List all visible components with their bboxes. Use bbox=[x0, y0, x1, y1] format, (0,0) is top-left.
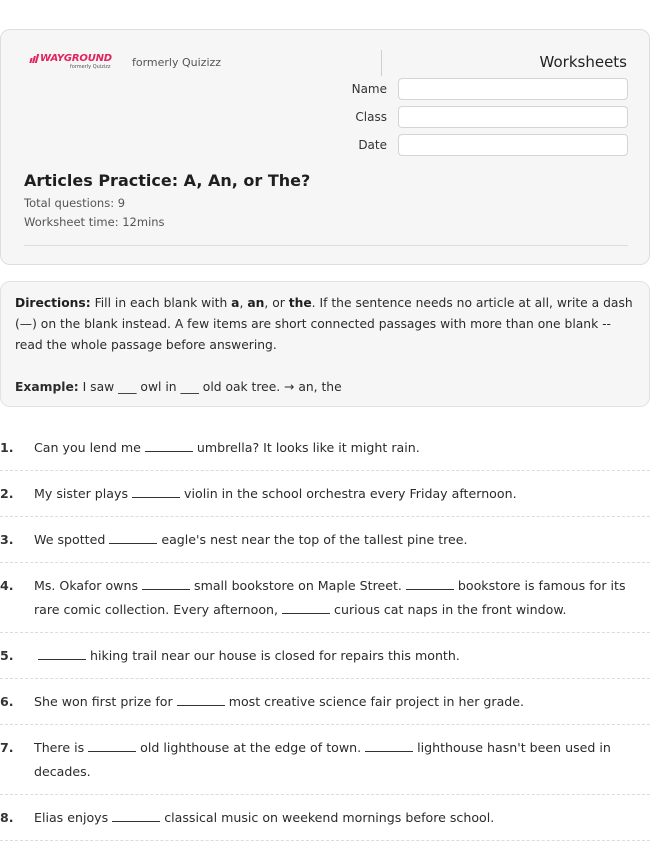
question-text: There is bbox=[34, 740, 85, 755]
question-number: 3. bbox=[0, 532, 14, 547]
class-label: Class bbox=[355, 110, 387, 124]
option-an: an bbox=[247, 296, 265, 310]
name-label: Name bbox=[351, 82, 387, 96]
answer-blank[interactable] bbox=[109, 530, 157, 544]
question-number: 6. bbox=[0, 694, 14, 709]
answer-blank[interactable] bbox=[365, 738, 413, 752]
date-label: Date bbox=[358, 138, 387, 152]
directions-sep: , or bbox=[264, 296, 289, 310]
question-text: Elias enjoys bbox=[34, 810, 109, 825]
question-number: 2. bbox=[0, 486, 14, 501]
directions-part: Fill in each blank with bbox=[90, 296, 232, 310]
question-text: small bookstore on Maple Street. bbox=[194, 578, 402, 593]
directions-sep: , bbox=[239, 296, 248, 310]
answer-blank[interactable] bbox=[177, 692, 225, 706]
directions-box bbox=[0, 281, 650, 407]
answer-blank[interactable] bbox=[282, 600, 330, 614]
example-line bbox=[15, 377, 635, 398]
total-questions: Total questions: 9 bbox=[24, 196, 126, 210]
formerly-quizizz-label: formerly Quizizz bbox=[132, 56, 222, 69]
answer-blank[interactable] bbox=[132, 484, 180, 498]
name-field[interactable] bbox=[398, 78, 628, 100]
question-text: She won first prize for bbox=[34, 694, 173, 709]
date-field[interactable] bbox=[398, 134, 628, 156]
answer-blank[interactable] bbox=[112, 808, 160, 822]
question-item bbox=[0, 795, 650, 841]
question-number: 8. bbox=[0, 810, 14, 825]
question-text: Ms. Okafor owns bbox=[34, 578, 139, 593]
option-a: a bbox=[231, 296, 240, 310]
example-text: I saw ___ owl in ___ old oak tree. → an, the bbox=[78, 380, 342, 394]
question-item bbox=[0, 679, 650, 725]
answer-blank[interactable] bbox=[145, 438, 193, 452]
question-text: umbrella? It looks like it might rain. bbox=[196, 440, 420, 455]
directions-part: . If the sentence needs no article at all, write a dash (—) on the blank instead. A few items are short connected passages with more than one blank -- read the whole passage before answering. bbox=[15, 296, 633, 352]
class-field[interactable] bbox=[398, 106, 628, 128]
question-text: We spotted bbox=[34, 532, 106, 547]
question-number: 5. bbox=[0, 648, 14, 663]
question-item bbox=[0, 471, 650, 517]
question-number: 4. bbox=[0, 578, 14, 593]
question-number: 1. bbox=[0, 440, 14, 455]
example-label: Example: bbox=[15, 380, 79, 394]
question-item bbox=[0, 563, 650, 633]
answer-blank[interactable] bbox=[88, 738, 136, 752]
answer-blank[interactable] bbox=[406, 576, 454, 590]
question-text: violin in the school orchestra every Friday afternoon. bbox=[184, 486, 517, 501]
question-item bbox=[0, 725, 650, 795]
answer-blank[interactable] bbox=[142, 576, 190, 590]
question-number: 7. bbox=[0, 740, 14, 755]
wayground-logo bbox=[30, 53, 112, 70]
section-title: Worksheets bbox=[539, 53, 627, 71]
question-text: hiking trail near our house is closed for repairs this month. bbox=[90, 648, 460, 663]
question-text: bookstore is famous for its rare comic collection. Every afternoon, bbox=[34, 578, 626, 617]
question-item bbox=[0, 517, 650, 563]
question-text: most creative science fair project in her grade. bbox=[228, 694, 525, 709]
question-text: curious cat naps in the front window. bbox=[334, 602, 567, 617]
question-list bbox=[0, 425, 650, 841]
question-text: Can you lend me bbox=[34, 440, 141, 455]
logo-bars-icon bbox=[30, 54, 38, 63]
header-divider bbox=[381, 50, 382, 76]
option-the: the bbox=[288, 296, 312, 310]
question-text: eagle's nest near the top of the tallest pine tree. bbox=[161, 532, 468, 547]
worksheet-title: Articles Practice: A, An, or The? bbox=[24, 171, 311, 190]
worksheet-time: Worksheet time: 12mins bbox=[24, 215, 165, 229]
header-rule bbox=[24, 245, 628, 246]
directions-label: Directions: bbox=[15, 296, 91, 310]
logo-subtext: formerly Quizizz bbox=[70, 64, 111, 70]
question-text: classical music on weekend mornings before school. bbox=[164, 810, 495, 825]
answer-blank[interactable] bbox=[38, 646, 86, 660]
logo-wordmark: WAYGROUND bbox=[40, 53, 112, 64]
directions-text bbox=[15, 293, 635, 356]
question-item bbox=[0, 425, 650, 471]
question-text: lighthouse hasn't been used in decades. bbox=[34, 740, 611, 779]
worksheet-header bbox=[0, 29, 650, 265]
question-text: My sister plays bbox=[34, 486, 129, 501]
question-item bbox=[0, 633, 650, 679]
question-text: old lighthouse at the edge of town. bbox=[140, 740, 362, 755]
